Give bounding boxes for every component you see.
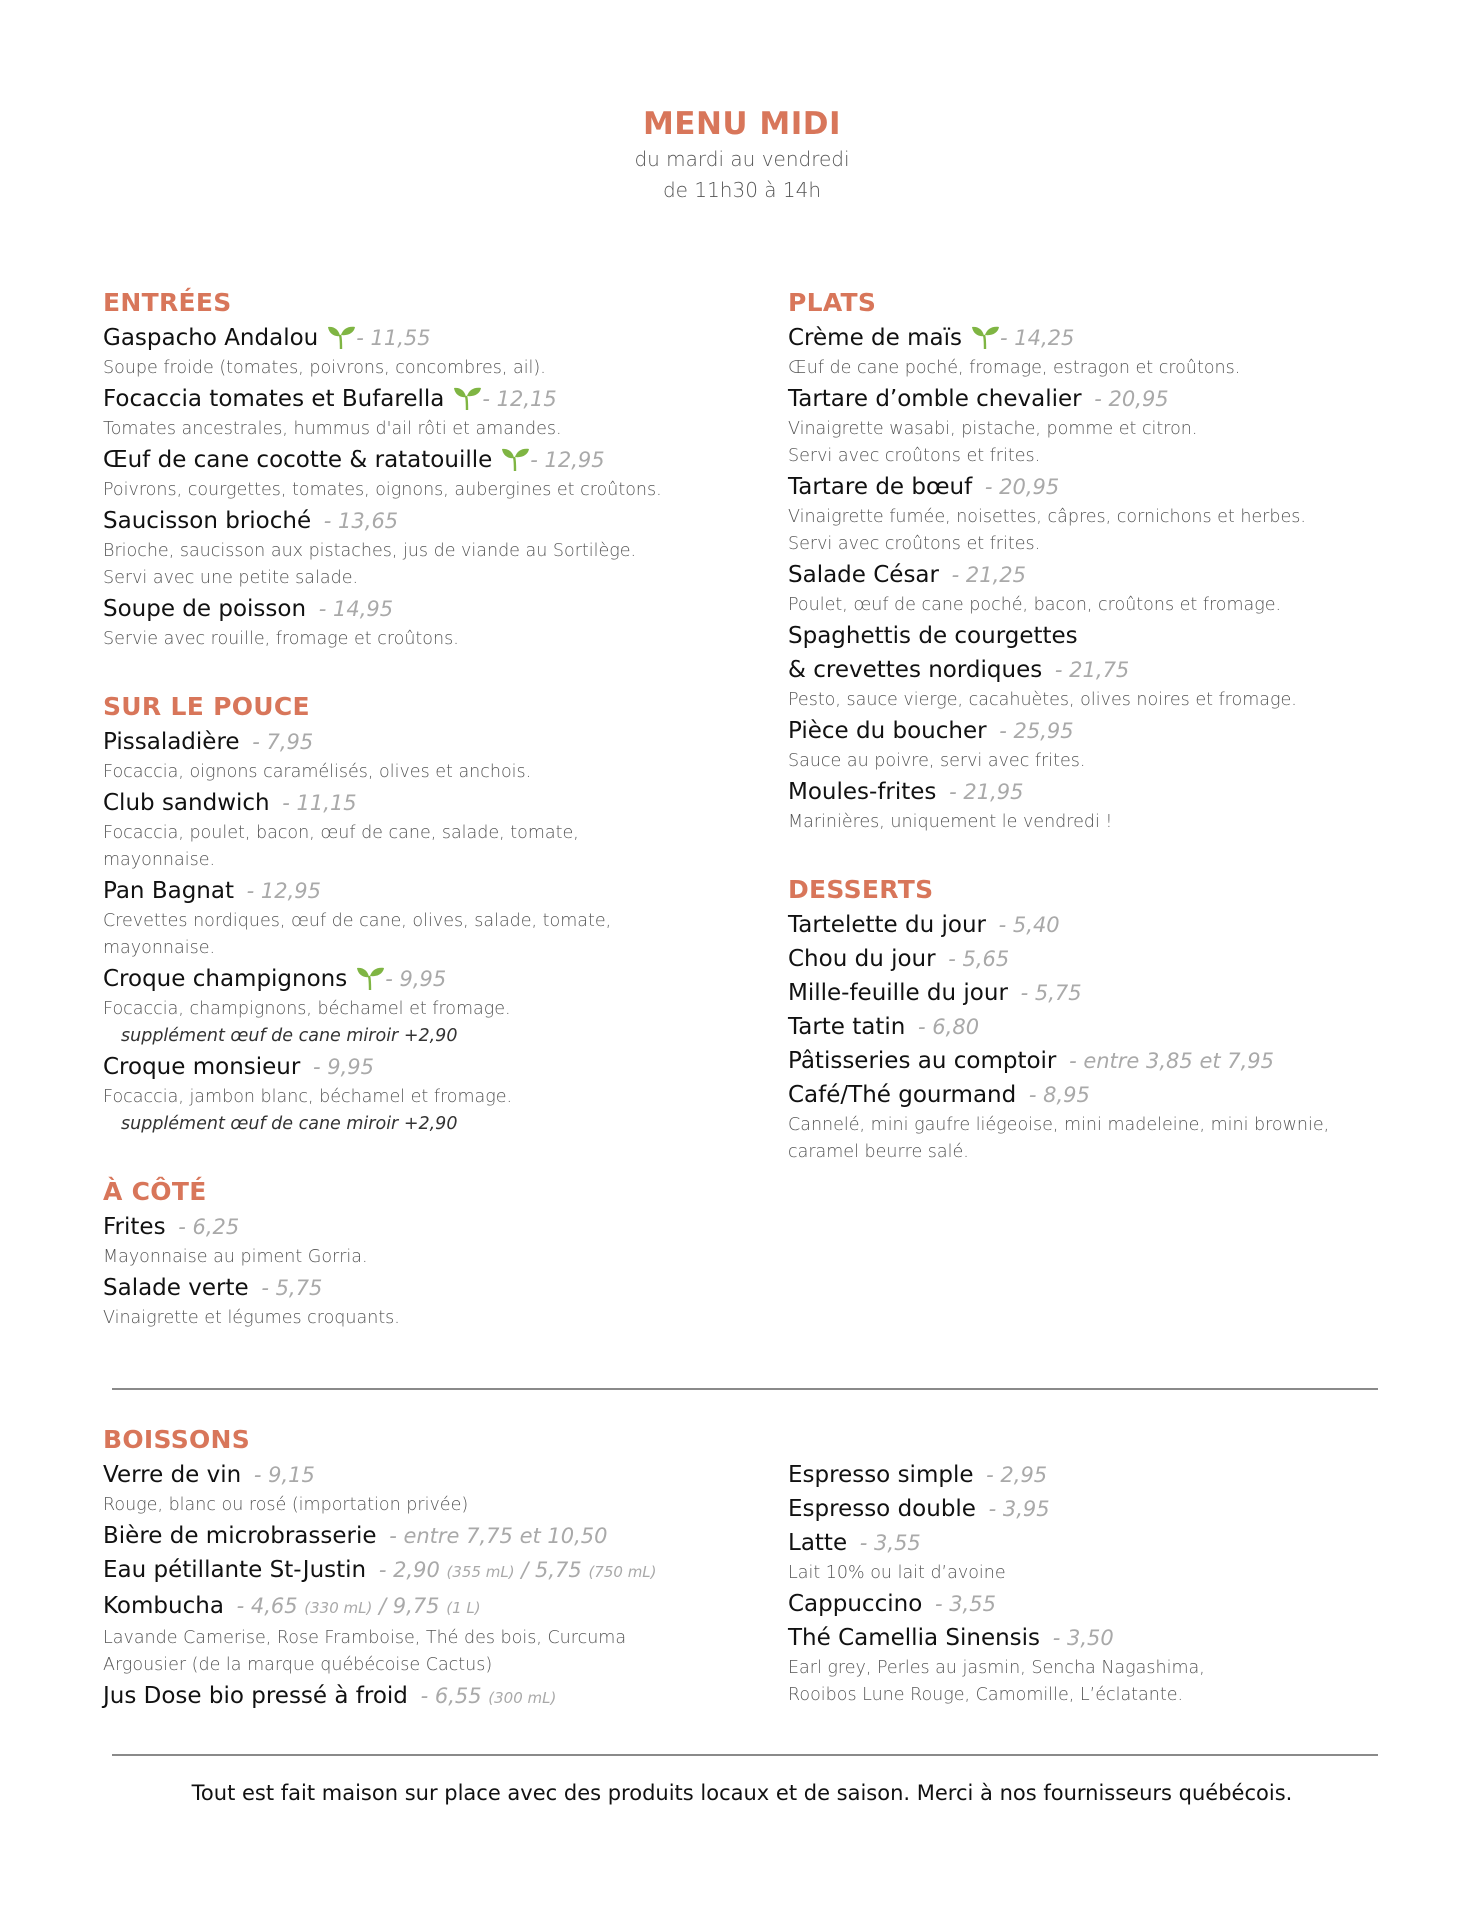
sprout-icon xyxy=(452,385,482,411)
right-column xyxy=(788,285,1428,1202)
section-title: SUR LE POUCE xyxy=(103,692,310,721)
item-price xyxy=(389,1524,607,1548)
item-name: Frites xyxy=(103,1214,166,1240)
drinks-right-column xyxy=(788,1458,1428,1745)
item-name: Cappuccino xyxy=(788,1591,923,1617)
item-description: Servi avec croûtons et frites. xyxy=(788,534,1041,554)
item-name-line xyxy=(788,321,1428,355)
menu-item xyxy=(103,1519,743,1553)
item-price: - 5,40 xyxy=(998,913,1060,937)
menu-item xyxy=(103,1271,743,1332)
section-title: PLATS xyxy=(788,288,877,317)
price-value: - entre 7,75 et 10,50 xyxy=(389,1524,608,1548)
item-price: - 9,95 xyxy=(313,1055,375,1079)
item-name-line xyxy=(103,1271,743,1305)
sprout-icon xyxy=(970,324,1000,350)
item-name-line xyxy=(103,786,743,820)
section-plats xyxy=(788,285,1428,836)
price-value: - 9,15 xyxy=(253,1463,315,1487)
page-title: MENU MIDI xyxy=(642,106,842,142)
item-price: - 6,80 xyxy=(918,1015,980,1039)
item-name-line xyxy=(788,1526,1428,1560)
left-column xyxy=(103,285,743,1368)
menu-item xyxy=(788,942,1428,976)
price-value: - 6,55 xyxy=(420,1684,489,1708)
menu-item xyxy=(788,1587,1428,1621)
item-price xyxy=(237,1594,481,1618)
item-name-line xyxy=(103,725,743,759)
menu-header xyxy=(0,104,1484,206)
days-text: du mardi au vendredi xyxy=(634,147,850,171)
item-name-line xyxy=(788,775,1428,809)
item-name-line xyxy=(103,962,743,996)
section-title: DESSERTS xyxy=(788,875,934,904)
item-description: Servi avec croûtons et frites. xyxy=(788,446,1041,466)
item-price: - 21,25 xyxy=(951,563,1027,587)
item-description: Pesto, sauce vierge, cacahuètes, olives noires et fromage. xyxy=(788,690,1297,710)
menu-item xyxy=(788,1044,1428,1078)
menu-item xyxy=(788,321,1428,382)
item-name: Tartare de bœuf xyxy=(788,474,973,500)
menu-item xyxy=(788,1621,1428,1709)
menu-item xyxy=(103,725,743,786)
item-price: - 5,75 xyxy=(1020,981,1082,1005)
item-description: Focaccia, jambon blanc, béchamel et fromage. xyxy=(103,1087,513,1107)
item-description: Rouge, blanc ou rosé (importation privée) xyxy=(103,1495,469,1515)
item-price: - 11,15 xyxy=(282,791,357,815)
item-name-line xyxy=(103,1210,743,1244)
price-value: - 3,55 xyxy=(859,1531,921,1555)
menu-item xyxy=(103,962,743,1050)
item-name-line xyxy=(788,1010,1428,1044)
menu-item xyxy=(103,1050,743,1138)
item-name: Tartelette du jour xyxy=(788,912,986,938)
item-name: Saucisson brioché xyxy=(103,508,312,534)
item-description: Marinières, uniquement le vendredi ! xyxy=(788,812,1113,832)
item-name: Club sandwich xyxy=(103,790,270,816)
section-desserts xyxy=(788,872,1428,1166)
item-name: Œuf de cane cocotte & ratatouille xyxy=(103,447,493,473)
item-description: Focaccia, champignons, béchamel et fromage. xyxy=(103,999,511,1019)
item-name: Mille-feuille du jour xyxy=(788,980,1008,1006)
item-supplement: supplément œuf de cane miroir +2,90 xyxy=(121,1114,458,1134)
item-price xyxy=(421,1684,557,1708)
item-supplement: supplément œuf de cane miroir +2,90 xyxy=(121,1026,458,1046)
item-name: Salade verte xyxy=(103,1275,249,1301)
menu-item xyxy=(788,1458,1428,1492)
item-description: Lavande Camerise, Rose Framboise, Thé des bois, Curcuma xyxy=(103,1628,627,1648)
menu-item xyxy=(103,504,743,592)
item-description: caramel beurre salé. xyxy=(788,1142,969,1162)
section-title: ENTRÉES xyxy=(103,288,232,317)
item-name: Gaspacho Andalou xyxy=(103,325,319,351)
item-description: Argousier (de la marque québécoise Cactus) xyxy=(103,1655,493,1675)
menu-item xyxy=(788,1526,1428,1587)
item-description: mayonnaise. xyxy=(103,850,216,870)
item-name: Pièce du boucher xyxy=(788,718,987,744)
menu-item xyxy=(788,976,1428,1010)
section-a-cote xyxy=(103,1174,743,1332)
item-name-line xyxy=(103,1050,743,1084)
item-name: Focaccia tomates et Bufarella xyxy=(103,386,445,412)
menu-item xyxy=(788,470,1428,558)
item-name: Kombucha xyxy=(103,1593,224,1619)
item-description: Tomates ancestrales, hummus d'ail rôti et amandes. xyxy=(103,419,562,439)
price-value: - 2,95 xyxy=(986,1463,1048,1487)
divider-bottom xyxy=(112,1754,1378,1756)
divider-top xyxy=(112,1388,1378,1390)
item-price: - 20,95 xyxy=(1094,387,1169,411)
menu-item xyxy=(788,775,1428,836)
item-name-line xyxy=(788,1078,1428,1112)
item-description: Crevettes nordiques, œuf de cane, olives, salade, tomate, xyxy=(103,911,612,931)
volume-label: (330 mL) xyxy=(304,1599,373,1617)
menu-item xyxy=(103,1679,743,1715)
item-description: Earl grey, Perles au jasmin, Sencha Nagashima, xyxy=(788,1658,1205,1678)
section-title: BOISSONS xyxy=(103,1425,251,1454)
menu-item xyxy=(103,1210,743,1271)
item-price xyxy=(989,1497,1050,1521)
menu-item xyxy=(788,908,1428,942)
volume-label: (750 mL) xyxy=(588,1563,657,1581)
menu-item xyxy=(103,592,743,653)
item-description: Lait 10% ou lait d’avoine xyxy=(788,1563,1006,1583)
item-name-line xyxy=(103,1589,743,1625)
item-name: Pissaladière xyxy=(103,729,240,755)
item-description: Vinaigrette et légumes croquants. xyxy=(103,1308,400,1328)
item-name: Crème de maïs xyxy=(788,325,962,351)
item-name: Café/Thé gourmand xyxy=(788,1082,1017,1108)
price-value: - 3,50 xyxy=(1052,1626,1114,1650)
volume-label: (1 L) xyxy=(446,1599,481,1617)
price-value: - 3,95 xyxy=(988,1497,1050,1521)
volume-label: (355 mL) xyxy=(446,1563,515,1581)
item-name: Pan Bagnat xyxy=(103,878,234,904)
item-name: Croque champignons xyxy=(103,966,348,992)
item-description: Rooibos Lune Rouge, Camomille, L’éclatante. xyxy=(788,1685,1184,1705)
item-description: Brioche, saucisson aux pistaches, jus de viande au Sortilège. xyxy=(103,541,637,561)
item-price: - 14,95 xyxy=(318,597,394,621)
price-value: - 4,65 xyxy=(236,1594,305,1618)
item-name-line xyxy=(788,942,1428,976)
item-description: Vinaigrette fumée, noisettes, câpres, cornichons et herbes. xyxy=(788,507,1306,527)
item-price xyxy=(986,1463,1047,1487)
menu-item xyxy=(103,321,743,382)
item-name-line xyxy=(103,382,743,416)
item-description: Focaccia, poulet, bacon, œuf de cane, salade, tomate, xyxy=(103,823,579,843)
item-price: - 21,95 xyxy=(949,780,1024,804)
item-price: - 25,95 xyxy=(999,719,1074,743)
item-name: Bière de microbrasserie xyxy=(103,1523,377,1549)
menu-item xyxy=(788,558,1428,619)
section-boissons-hot xyxy=(788,1458,1428,1709)
item-price xyxy=(254,1463,315,1487)
item-description: Servi avec une petite salade. xyxy=(103,568,359,588)
item-name: Spaghettis de courgettes xyxy=(788,623,1078,649)
menu-item xyxy=(788,619,1428,714)
item-price: - 6,25 xyxy=(178,1215,240,1239)
item-price: - 9,95 xyxy=(385,967,447,991)
item-description: Servie avec rouille, fromage et croûtons. xyxy=(103,629,459,649)
item-price: - 20,95 xyxy=(984,475,1060,499)
item-price: - 12,95 xyxy=(530,448,605,472)
sprout-icon xyxy=(500,446,530,472)
item-name-line xyxy=(788,908,1428,942)
item-name-line xyxy=(788,1587,1428,1621)
menu-item xyxy=(103,1553,743,1589)
item-name-line xyxy=(103,504,743,538)
item-name: Espresso simple xyxy=(788,1462,974,1488)
item-name: Moules-frites xyxy=(788,779,937,805)
item-description: Cannelé, mini gaufre liégeoise, mini madeleine, mini brownie, xyxy=(788,1115,1330,1135)
item-price: - 14,25 xyxy=(999,326,1075,350)
item-name-line xyxy=(788,1621,1428,1655)
item-name: Salade César xyxy=(788,562,939,588)
item-price: - 21,75 xyxy=(1054,658,1130,682)
item-price: - 7,95 xyxy=(252,730,314,754)
item-price: - 12,95 xyxy=(246,879,322,903)
item-name-line xyxy=(103,1553,743,1589)
item-name: Thé Camellia Sinensis xyxy=(788,1625,1041,1651)
item-name-line xyxy=(103,1458,743,1492)
sprout-icon xyxy=(355,965,385,991)
menu-item xyxy=(103,1458,743,1519)
item-description: Sauce au poivre, servi avec frites. xyxy=(788,751,1086,771)
hours-text: de 11h30 à 14h xyxy=(662,178,822,202)
item-description: Soupe froide (tomates, poivrons, concombres, ail). xyxy=(103,358,546,378)
price-value: / 9,75 xyxy=(372,1594,447,1618)
item-name-line xyxy=(788,382,1428,416)
item-name-line xyxy=(788,1492,1428,1526)
menu-item xyxy=(788,1078,1428,1166)
item-price xyxy=(379,1558,657,1582)
item-name-line xyxy=(103,874,743,908)
item-price xyxy=(935,1592,996,1616)
item-name: Tarte tatin xyxy=(788,1014,906,1040)
item-name-line xyxy=(788,1458,1428,1492)
price-value: - 2,90 xyxy=(378,1558,447,1582)
menu-item xyxy=(788,1010,1428,1044)
item-name-line xyxy=(103,1519,743,1553)
item-name: & crevettes nordiques xyxy=(788,657,1043,683)
menu-item xyxy=(103,786,743,874)
item-name-line xyxy=(788,976,1428,1010)
item-price: - 11,55 xyxy=(356,326,431,350)
menu-item xyxy=(788,1492,1428,1526)
item-name: Croque monsieur xyxy=(103,1054,301,1080)
footer-note: Tout est fait maison sur place avec des produits locaux et de saison. Merci à nos fournisseurs québécois. xyxy=(191,1781,1293,1805)
item-name-line xyxy=(103,321,743,355)
item-name-line xyxy=(788,1044,1428,1078)
item-name-line xyxy=(788,619,1428,653)
item-name: Jus Dose bio pressé à froid xyxy=(103,1683,408,1709)
item-name-line xyxy=(788,470,1428,504)
menu-item xyxy=(103,443,743,504)
item-name: Chou du jour xyxy=(788,946,936,972)
item-description: Mayonnaise au piment Gorria. xyxy=(103,1247,368,1267)
menu-item xyxy=(788,382,1428,470)
item-name-line xyxy=(103,592,743,626)
menu-item xyxy=(103,874,743,962)
sprout-icon xyxy=(326,324,356,350)
section-title: À CÔTÉ xyxy=(103,1177,207,1206)
item-name: Soupe de poisson xyxy=(103,596,307,622)
item-name-line xyxy=(788,558,1428,592)
item-description: Poivrons, courgettes, tomates, oignons, aubergines et croûtons. xyxy=(103,480,662,500)
item-price: - 5,75 xyxy=(261,1276,323,1300)
item-name: Eau pétillante St-Justin xyxy=(103,1557,367,1583)
section-sur-le-pouce xyxy=(103,689,743,1138)
item-name: Latte xyxy=(788,1530,848,1556)
item-name: Verre de vin xyxy=(103,1462,242,1488)
item-price xyxy=(860,1531,921,1555)
volume-label: (300 mL) xyxy=(488,1689,557,1707)
item-description: mayonnaise. xyxy=(103,938,216,958)
item-description: Œuf de cane poché, fromage, estragon et croûtons. xyxy=(788,358,1241,378)
item-name-line xyxy=(103,443,743,477)
menu-item xyxy=(103,1589,743,1679)
item-price: - 12,15 xyxy=(482,387,557,411)
item-price: - 8,95 xyxy=(1028,1083,1090,1107)
item-price: - 5,65 xyxy=(948,947,1010,971)
price-value: / 5,75 xyxy=(514,1558,589,1582)
item-price: - entre 3,85 et 7,95 xyxy=(1069,1049,1275,1073)
item-name-line xyxy=(788,653,1428,687)
section-boissons xyxy=(103,1422,743,1715)
item-description: Vinaigrette wasabi, pistache, pomme et citron. xyxy=(788,419,1198,439)
item-price xyxy=(1053,1626,1114,1650)
item-name: Pâtisseries au comptoir xyxy=(788,1048,1057,1074)
price-value: - 3,55 xyxy=(934,1592,996,1616)
section-entrees xyxy=(103,285,743,653)
item-price: - 13,65 xyxy=(323,509,399,533)
menu-item xyxy=(103,382,743,443)
menu-item xyxy=(788,714,1428,775)
item-name: Tartare d’omble chevalier xyxy=(788,386,1082,412)
drinks-left-column xyxy=(103,1422,743,1751)
item-name: Espresso double xyxy=(788,1496,976,1522)
item-description: Focaccia, oignons caramélisés, olives et anchois. xyxy=(103,762,532,782)
item-name-line xyxy=(103,1679,743,1715)
item-description: Poulet, œuf de cane poché, bacon, croûtons et fromage. xyxy=(788,595,1282,615)
item-name-line xyxy=(788,714,1428,748)
